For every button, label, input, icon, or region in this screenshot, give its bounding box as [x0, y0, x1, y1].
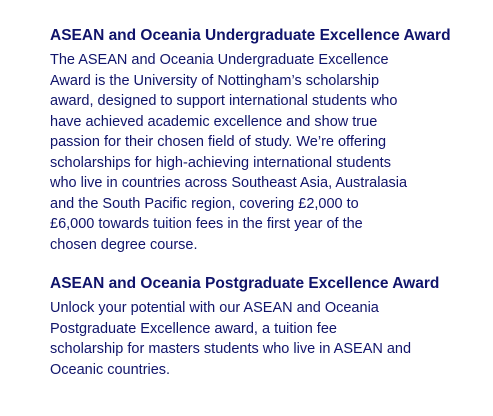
description-line: who live in countries across Southeast Asia, Australasia — [50, 175, 408, 191]
description-line: passion for their chosen field of study. We’re offering — [50, 134, 387, 150]
postgraduate-award-section — [50, 274, 470, 380]
postgraduate-award-title: ASEAN and Oceania Postgraduate Excellence Award — [50, 275, 440, 292]
description-line: award, designed to support international students who — [50, 93, 398, 109]
description-line: £6,000 towards tuition fees in the first year of the — [50, 216, 363, 232]
postgraduate-award-description — [50, 298, 470, 380]
description-line: have achieved academic excellence and show true — [50, 113, 378, 130]
description-line: chosen degree course. — [50, 236, 198, 253]
description-line: Unlock your potential with our ASEAN and Oceania — [50, 300, 379, 316]
awards-content — [50, 26, 470, 380]
undergraduate-award-description — [50, 50, 470, 255]
undergraduate-award-title: ASEAN and Oceania Undergraduate Excellence Award — [50, 27, 451, 44]
description-line: Postgraduate Excellence award, a tuition fee — [50, 320, 337, 337]
description-line: The ASEAN and Oceania Undergraduate Excellence — [50, 52, 389, 68]
undergraduate-award-section — [50, 26, 470, 255]
description-line: and the South Pacific region, covering £2,000 to — [50, 195, 359, 212]
description-line: scholarships for high-achieving international students — [50, 154, 391, 171]
description-line: scholarship for masters students who live in ASEAN and — [50, 341, 412, 357]
description-line: Oceanic countries. — [50, 361, 171, 378]
description-line: Award is the University of Nottingham’s scholarship — [50, 72, 380, 89]
